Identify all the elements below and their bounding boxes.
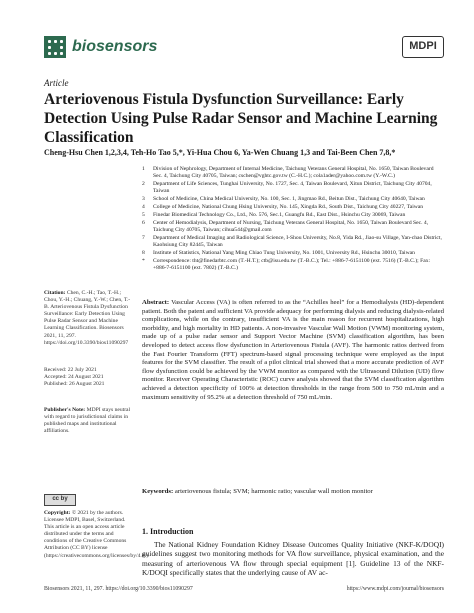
mdpi-logo[interactable]: MDPI [402, 36, 444, 58]
author-list: Cheng-Hsu Chen 1,2,3,4, Teh-Ho Tao 5,*, Yi-Hua Chou 6, Ya-Wen Chuang 1,3 and Tai-Been Chen 7,8,* [44, 148, 396, 157]
affiliation-item [142, 204, 444, 211]
affiliation-text: Correspondence: tht@finedarbtc.com (T.-H.T.); ctb@isu.edu.tw (T.-B.C.); Tel.: +886-7-6151100 (ext. 7516) (T.-B.C.); Fax: +886-7-6151100 (ext. 7802) (T.-B.C.) [153, 257, 431, 271]
affiliation-item [142, 166, 444, 180]
affiliation-item [142, 235, 444, 249]
copyright-block [44, 494, 150, 560]
affiliation-number: 2 [142, 180, 145, 187]
affiliation-text: School of Medicine, China Medical University, No. 100, Sec. 1, Jingmao Rd., Beitun Dist., Taichung City 40640, Taiwan [153, 195, 425, 202]
biosensors-logo-icon [44, 36, 66, 58]
affiliation-item [142, 220, 444, 234]
affiliation-item [142, 196, 444, 203]
copyright-text: © 2021 by the authors. Licensee MDPI, Basel, Switzerland. This article is an open access article distributed under the terms and conditions of the Creative Commons Attribution (CC BY) license (https://creativecommons.org/licenses/by/4.0/). [44, 510, 150, 559]
affiliation-number: 1 [142, 166, 145, 172]
accepted-date: Accepted: 24 August 2021 [44, 374, 104, 381]
affiliation-number: 3 [142, 195, 145, 202]
affiliation-item [142, 181, 444, 195]
keywords [142, 488, 444, 497]
affiliation-number: 6 [142, 219, 145, 226]
affiliation-text: Center of Hemodialysis, Department of Nursing, Taichung Veterans General Hospital, No. 1650, Taiwan Boulevard Sec. 4, Taichung City 40705, Taiwan; cihua544@gmail.com [153, 219, 429, 233]
abstract [142, 299, 444, 402]
affiliation-item [142, 250, 444, 257]
affiliation-text: Finedar Biomedical Technology Co., Ltd., No. 576, Sec.1, Guangfu Rd., East Dist., Hsinchu City 30069, Taiwan [153, 211, 406, 218]
affiliation-number: * [142, 257, 145, 264]
affiliation-number: 7 [142, 234, 145, 241]
section-heading: 1. Introduction [142, 527, 194, 536]
affiliation-number: 5 [142, 211, 145, 218]
dates-block [44, 367, 134, 388]
publisher-note-text: MDPI stays neutral with regard to jurisdictional claims in published maps and institutional affiliations. [44, 407, 131, 435]
intro-paragraph: The National Kidney Foundation Kidney Disease Outcomes Quality Initiative (NKF-K/DOQI) guidelines suggest two monitoring methods for VA flow surveillance, physical examination, and the measuring of arteriovenous VA flow through special equipment [1]. Guideline 13 of the NKF-K/DOQI specifically states that the underlying cause of AV ac- [142, 540, 444, 577]
publisher-note-label: Publisher's Note: [44, 407, 86, 413]
article-title: Arteriovenous Fistula Dysfunction Surveillance: Early Detection Using Pulse Radar Sensor and Machine Learning Classification [44, 91, 438, 146]
affiliation-number: 8 [142, 249, 145, 256]
publisher-note [44, 407, 134, 435]
keywords-text: arteriovenous fistula; SVM; harmonic ratio; vascular wall motion monitor [174, 488, 373, 495]
affiliation-text: Institute of Statistics, National Yang Ming Chiao Tung University, No. 1001, University Rd., Hsinchu 30010, Taiwan [153, 249, 415, 256]
journal-logo[interactable] [44, 36, 157, 58]
journal-header [44, 34, 444, 62]
copyright-label: Copyright: [44, 510, 71, 516]
affiliation-number: 4 [142, 203, 145, 210]
affiliation-text: Division of Nephrology, Department of Internal Medicine, Taichung Veterans General Hospital, No. 1650, Taiwan Boulevard Sec. 4, Taichung City 40705, Taiwan; cschen@vghtc.gov.tw (C.-H.C.); cola1ader@yahoo.com.tw (Y.-W.C.) [153, 166, 434, 180]
footer-journal-link[interactable]: https://www.mdpi.com/journal/biosensors [346, 586, 444, 592]
affiliation-item [142, 258, 444, 272]
citation-block [44, 290, 134, 347]
footer-citation[interactable]: Biosensors 2021, 11, 297. https://doi.org/10.3390/bios11090297 [44, 586, 193, 592]
abstract-label: Abstract: [142, 299, 170, 306]
page-footer [44, 586, 444, 592]
journal-name: biosensors [72, 38, 158, 55]
published-date: Published: 26 August 2021 [44, 381, 105, 388]
article-type: Article [44, 78, 69, 88]
citation-text: Chen, C.-H.; Tao, T.-H.; Chou, Y.-H.; Chuang, Y.-W.; Chen, T.-B. Arteriovenous Fistula Dysfunction Surveillance: Early Detection Using Pulse Radar Sensor and Machine Learning Classification. Biosensors 2021, 11, 297. https://doi.org/10.3390/bios11090297 [44, 290, 131, 346]
cc-by-icon[interactable]: cc by [44, 494, 76, 506]
received-date: Received: 22 July 2021 [44, 367, 97, 373]
affiliation-item [142, 212, 444, 219]
affiliation-text: Department of Life Sciences, Tunghai University, No. 1727, Sec. 4, Taiwan Boulevard, Xitun District, Taichung City 40704, Taiwan [153, 180, 432, 195]
affiliation-text: College of Medicine, National Chung Hsing University, No. 145, Xingda Rd., South Dist., Taichung City 40227, Taiwan [153, 203, 424, 210]
abstract-text: Vascular Access (VA) is often referred to as the “Achilles heel” for a Hemodialysis (HD)-dependent patient. Both the patent and sufficient VA provide adequacy for performing dialysis and reducing dialysis-related complications, while on the contrary, insufficient VA is the main reason for recurrent hospitalizations, high morbidity, and high mortality in HD patients. A non-invasive Vascular Wall Motion (VWM) monitoring system, made up of a pulse radar sensor and Support Vector Machine (SVM) classification algorithm, has been developed to detect access flow dysfunction in Arteriovenous Fistula (AVF). The harmonic ratios derived from the Fast Fourier Transform (FFT) spectrum-based signal processing technique were employed as the input features for the SVM classifier. The result of a pilot clinical trial showed that a more accurate prediction of AVF flow dysfunction could be achieved by the VWM monitor as compared with the Ultrasound Dilution (UD) flow monitor. Receiver Operating Characteristic (ROC) curve analysis showed that the SVM classification algorithm achieved a detection specificity of 100% at detection thresholds in the range from 500 to 750 mL/min and a maximum sensitivity of 95.2% at a detection threshold of 750 mL/min. [142, 299, 444, 401]
keywords-label: Keywords: [142, 488, 174, 495]
affiliation-text: Department of Medical Imaging and Radiological Science, I-Shou University, No.8, Yida Rd., Jiao-su Village, Yan-chao District, Kaohsiung City 82445, Taiwan [153, 234, 442, 248]
affiliations-list [142, 166, 444, 272]
citation-label: Citation: [44, 290, 66, 296]
